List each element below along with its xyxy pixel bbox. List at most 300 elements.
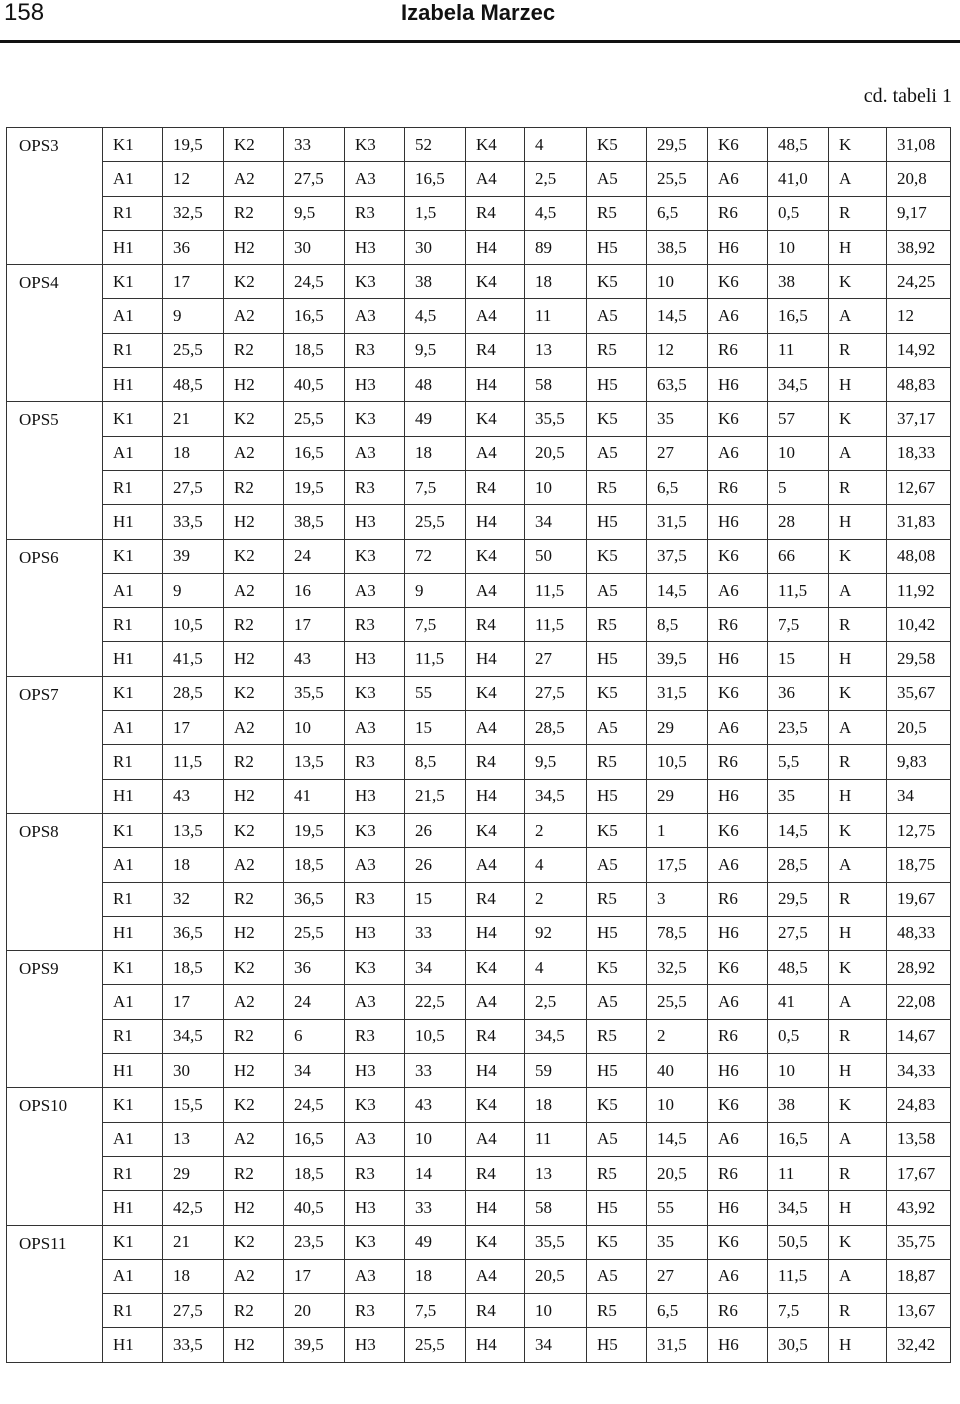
- code-cell: H3: [345, 1054, 405, 1088]
- code-cell: K3: [345, 539, 405, 573]
- code-cell: R5: [587, 745, 647, 779]
- code-cell: A1: [103, 848, 163, 882]
- value-cell: 24: [284, 539, 345, 573]
- value-cell: 66: [768, 539, 829, 573]
- code-cell: A4: [466, 1259, 525, 1293]
- value-cell: 28,5: [163, 676, 224, 710]
- value-cell: 9,5: [284, 196, 345, 230]
- code-cell: R4: [466, 470, 525, 504]
- code-cell: A6: [708, 436, 768, 470]
- value-cell: 48,33: [887, 916, 951, 950]
- value-cell: 38: [768, 1088, 829, 1122]
- code-cell: K2: [224, 951, 284, 985]
- value-cell: 42,5: [163, 1191, 224, 1225]
- code-cell: A: [829, 848, 887, 882]
- value-cell: 23,5: [284, 1225, 345, 1259]
- code-cell: R6: [708, 333, 768, 367]
- value-cell: 3: [647, 882, 708, 916]
- value-cell: 26: [405, 813, 466, 847]
- table-row: [7, 1088, 951, 1122]
- value-cell: 25,5: [284, 916, 345, 950]
- code-cell: R: [829, 333, 887, 367]
- value-cell: 41: [768, 985, 829, 1019]
- code-cell: K4: [466, 265, 525, 299]
- value-cell: 18,87: [887, 1259, 951, 1293]
- value-cell: 15,5: [163, 1088, 224, 1122]
- value-cell: 58: [525, 368, 587, 402]
- table-body: [7, 128, 951, 1363]
- code-cell: A: [829, 162, 887, 196]
- code-cell: K6: [708, 539, 768, 573]
- code-cell: H2: [224, 916, 284, 950]
- value-cell: 43,92: [887, 1191, 951, 1225]
- code-cell: K: [829, 265, 887, 299]
- value-cell: 50: [525, 539, 587, 573]
- code-cell: R4: [466, 608, 525, 642]
- code-cell: R: [829, 196, 887, 230]
- code-cell: H2: [224, 230, 284, 264]
- value-cell: 48: [405, 368, 466, 402]
- value-cell: 28,5: [525, 711, 587, 745]
- value-cell: 40,5: [284, 1191, 345, 1225]
- code-cell: K5: [587, 1088, 647, 1122]
- code-cell: H4: [466, 1191, 525, 1225]
- value-cell: 10: [284, 711, 345, 745]
- code-cell: R1: [103, 882, 163, 916]
- code-cell: H4: [466, 505, 525, 539]
- code-cell: R5: [587, 882, 647, 916]
- code-cell: H3: [345, 1191, 405, 1225]
- code-cell: H5: [587, 505, 647, 539]
- code-cell: R1: [103, 196, 163, 230]
- code-cell: A5: [587, 711, 647, 745]
- value-cell: 32: [163, 882, 224, 916]
- value-cell: 29: [647, 779, 708, 813]
- value-cell: 35: [768, 779, 829, 813]
- value-cell: 43: [163, 779, 224, 813]
- table-row: [7, 196, 951, 230]
- value-cell: 24,5: [284, 1088, 345, 1122]
- value-cell: 34: [284, 1054, 345, 1088]
- code-cell: K2: [224, 128, 284, 162]
- code-cell: R5: [587, 333, 647, 367]
- value-cell: 9,5: [525, 745, 587, 779]
- code-cell: H4: [466, 230, 525, 264]
- value-cell: 34,5: [525, 1019, 587, 1053]
- value-cell: 27,5: [284, 162, 345, 196]
- value-cell: 48,08: [887, 539, 951, 573]
- value-cell: 19,5: [284, 470, 345, 504]
- value-cell: 7,5: [768, 1294, 829, 1328]
- value-cell: 18: [405, 436, 466, 470]
- value-cell: 17: [284, 1259, 345, 1293]
- value-cell: 78,5: [647, 916, 708, 950]
- value-cell: 31,83: [887, 505, 951, 539]
- table-row: [7, 711, 951, 745]
- code-cell: R: [829, 470, 887, 504]
- table-row: [7, 882, 951, 916]
- value-cell: 23,5: [768, 711, 829, 745]
- value-cell: 6,5: [647, 1294, 708, 1328]
- value-cell: 15: [405, 882, 466, 916]
- value-cell: 36: [163, 230, 224, 264]
- code-cell: H6: [708, 1054, 768, 1088]
- code-cell: R4: [466, 1294, 525, 1328]
- table-row: [7, 985, 951, 1019]
- value-cell: 7,5: [405, 608, 466, 642]
- table-row: [7, 230, 951, 264]
- code-cell: K1: [103, 676, 163, 710]
- value-cell: 24: [284, 985, 345, 1019]
- table-row: [7, 676, 951, 710]
- code-cell: A2: [224, 848, 284, 882]
- code-cell: K6: [708, 265, 768, 299]
- value-cell: 9: [163, 573, 224, 607]
- value-cell: 1,5: [405, 196, 466, 230]
- code-cell: A6: [708, 299, 768, 333]
- code-cell: R1: [103, 1156, 163, 1190]
- code-cell: R3: [345, 470, 405, 504]
- code-cell: R5: [587, 1019, 647, 1053]
- code-cell: H4: [466, 1328, 525, 1362]
- code-cell: A5: [587, 573, 647, 607]
- code-cell: A3: [345, 573, 405, 607]
- code-cell: H: [829, 230, 887, 264]
- code-cell: A: [829, 711, 887, 745]
- code-cell: K3: [345, 1225, 405, 1259]
- code-cell: R3: [345, 1156, 405, 1190]
- value-cell: 26: [405, 848, 466, 882]
- code-cell: H3: [345, 1328, 405, 1362]
- code-cell: H3: [345, 779, 405, 813]
- value-cell: 89: [525, 230, 587, 264]
- code-cell: R: [829, 1156, 887, 1190]
- code-cell: H4: [466, 916, 525, 950]
- value-cell: 17: [284, 608, 345, 642]
- value-cell: 41,5: [163, 642, 224, 676]
- table-row: [7, 333, 951, 367]
- value-cell: 7,5: [405, 1294, 466, 1328]
- value-cell: 25,5: [163, 333, 224, 367]
- group-label-cell: OPS10: [7, 1088, 103, 1225]
- value-cell: 39: [163, 539, 224, 573]
- value-cell: 10: [768, 230, 829, 264]
- group-label-cell: OPS7: [7, 676, 103, 813]
- code-cell: A3: [345, 162, 405, 196]
- code-cell: H4: [466, 1054, 525, 1088]
- code-cell: K4: [466, 813, 525, 847]
- code-cell: H5: [587, 230, 647, 264]
- value-cell: 20,5: [887, 711, 951, 745]
- value-cell: 9,5: [405, 333, 466, 367]
- value-cell: 25,5: [405, 505, 466, 539]
- value-cell: 36,5: [163, 916, 224, 950]
- value-cell: 20: [284, 1294, 345, 1328]
- value-cell: 11,5: [768, 573, 829, 607]
- code-cell: K2: [224, 813, 284, 847]
- value-cell: 39,5: [647, 642, 708, 676]
- value-cell: 14,92: [887, 333, 951, 367]
- code-cell: A4: [466, 162, 525, 196]
- value-cell: 28,5: [768, 848, 829, 882]
- code-cell: A5: [587, 848, 647, 882]
- code-cell: K2: [224, 402, 284, 436]
- code-cell: A: [829, 573, 887, 607]
- value-cell: 40,5: [284, 368, 345, 402]
- value-cell: 29,5: [768, 882, 829, 916]
- code-cell: A2: [224, 985, 284, 1019]
- code-cell: H: [829, 505, 887, 539]
- table-row: [7, 642, 951, 676]
- value-cell: 21: [163, 1225, 224, 1259]
- value-cell: 11: [768, 333, 829, 367]
- code-cell: H: [829, 779, 887, 813]
- code-cell: A4: [466, 711, 525, 745]
- group-label-cell: OPS6: [7, 539, 103, 676]
- table-row: [7, 813, 951, 847]
- code-cell: R1: [103, 333, 163, 367]
- code-cell: A5: [587, 1122, 647, 1156]
- code-cell: H5: [587, 1054, 647, 1088]
- code-cell: H: [829, 1328, 887, 1362]
- value-cell: 48,5: [163, 368, 224, 402]
- code-cell: H6: [708, 779, 768, 813]
- code-cell: H2: [224, 505, 284, 539]
- value-cell: 57: [768, 402, 829, 436]
- code-cell: K5: [587, 539, 647, 573]
- code-cell: H6: [708, 505, 768, 539]
- value-cell: 29,5: [647, 128, 708, 162]
- code-cell: K6: [708, 676, 768, 710]
- value-cell: 40: [647, 1054, 708, 1088]
- table-row: [7, 402, 951, 436]
- value-cell: 13: [163, 1122, 224, 1156]
- value-cell: 14,67: [887, 1019, 951, 1053]
- value-cell: 34: [525, 505, 587, 539]
- value-cell: 34,5: [768, 368, 829, 402]
- code-cell: R4: [466, 1156, 525, 1190]
- value-cell: 27,5: [163, 1294, 224, 1328]
- value-cell: 31,5: [647, 505, 708, 539]
- code-cell: R6: [708, 1019, 768, 1053]
- code-cell: A4: [466, 436, 525, 470]
- value-cell: 59: [525, 1054, 587, 1088]
- code-cell: K6: [708, 951, 768, 985]
- code-cell: H1: [103, 1191, 163, 1225]
- value-cell: 16,5: [768, 299, 829, 333]
- value-cell: 11: [525, 299, 587, 333]
- value-cell: 10: [647, 265, 708, 299]
- value-cell: 41: [284, 779, 345, 813]
- value-cell: 33: [405, 1054, 466, 1088]
- value-cell: 11,5: [405, 642, 466, 676]
- code-cell: K3: [345, 265, 405, 299]
- code-cell: H: [829, 1191, 887, 1225]
- code-cell: R5: [587, 196, 647, 230]
- value-cell: 28: [768, 505, 829, 539]
- code-cell: A: [829, 436, 887, 470]
- code-cell: R3: [345, 608, 405, 642]
- value-cell: 48,5: [768, 951, 829, 985]
- value-cell: 34: [525, 1328, 587, 1362]
- code-cell: H3: [345, 368, 405, 402]
- code-cell: A2: [224, 1259, 284, 1293]
- code-cell: H: [829, 916, 887, 950]
- table-row: [7, 1328, 951, 1362]
- table-row: [7, 1156, 951, 1190]
- value-cell: 18,5: [284, 848, 345, 882]
- value-cell: 35: [647, 1225, 708, 1259]
- code-cell: R4: [466, 745, 525, 779]
- code-cell: K5: [587, 1225, 647, 1259]
- table-row: [7, 573, 951, 607]
- code-cell: A6: [708, 985, 768, 1019]
- value-cell: 39,5: [284, 1328, 345, 1362]
- code-cell: R2: [224, 333, 284, 367]
- code-cell: R2: [224, 196, 284, 230]
- code-cell: A1: [103, 985, 163, 1019]
- value-cell: 37,17: [887, 402, 951, 436]
- table-row: [7, 1122, 951, 1156]
- table-row: [7, 779, 951, 813]
- code-cell: R5: [587, 1294, 647, 1328]
- value-cell: 27: [647, 436, 708, 470]
- code-cell: K2: [224, 1225, 284, 1259]
- code-cell: A3: [345, 985, 405, 1019]
- value-cell: 34: [887, 779, 951, 813]
- code-cell: H1: [103, 230, 163, 264]
- header-rule: [0, 40, 960, 43]
- value-cell: 10: [405, 1122, 466, 1156]
- code-cell: A1: [103, 436, 163, 470]
- value-cell: 36: [284, 951, 345, 985]
- code-cell: R2: [224, 1156, 284, 1190]
- code-cell: A5: [587, 1259, 647, 1293]
- group-label-cell: OPS8: [7, 813, 103, 950]
- value-cell: 17: [163, 265, 224, 299]
- code-cell: K1: [103, 1088, 163, 1122]
- value-cell: 52: [405, 128, 466, 162]
- value-cell: 9: [405, 573, 466, 607]
- value-cell: 15: [768, 642, 829, 676]
- value-cell: 35,5: [525, 402, 587, 436]
- code-cell: R3: [345, 745, 405, 779]
- code-cell: H2: [224, 1191, 284, 1225]
- value-cell: 35,5: [284, 676, 345, 710]
- value-cell: 18: [525, 265, 587, 299]
- value-cell: 11: [768, 1156, 829, 1190]
- value-cell: 13,67: [887, 1294, 951, 1328]
- value-cell: 43: [405, 1088, 466, 1122]
- code-cell: H: [829, 368, 887, 402]
- value-cell: 10,5: [647, 745, 708, 779]
- code-cell: H5: [587, 779, 647, 813]
- code-cell: A2: [224, 299, 284, 333]
- code-cell: H3: [345, 916, 405, 950]
- code-cell: R4: [466, 882, 525, 916]
- code-cell: A: [829, 299, 887, 333]
- value-cell: 10: [525, 470, 587, 504]
- code-cell: R6: [708, 470, 768, 504]
- code-cell: H1: [103, 505, 163, 539]
- code-cell: A: [829, 1122, 887, 1156]
- value-cell: 10: [647, 1088, 708, 1122]
- value-cell: 36,5: [284, 882, 345, 916]
- code-cell: H6: [708, 916, 768, 950]
- code-cell: H5: [587, 1191, 647, 1225]
- table-row: [7, 1191, 951, 1225]
- value-cell: 10,42: [887, 608, 951, 642]
- value-cell: 2,5: [525, 985, 587, 1019]
- code-cell: H5: [587, 642, 647, 676]
- value-cell: 27,5: [163, 470, 224, 504]
- code-cell: R: [829, 745, 887, 779]
- table-row: [7, 505, 951, 539]
- value-cell: 35,67: [887, 676, 951, 710]
- value-cell: 12: [647, 333, 708, 367]
- group-label-cell: OPS9: [7, 951, 103, 1088]
- value-cell: 17,5: [647, 848, 708, 882]
- value-cell: 20,5: [525, 436, 587, 470]
- code-cell: A3: [345, 1122, 405, 1156]
- value-cell: 18,5: [284, 333, 345, 367]
- value-cell: 22,08: [887, 985, 951, 1019]
- value-cell: 33: [405, 916, 466, 950]
- code-cell: A4: [466, 848, 525, 882]
- value-cell: 2: [647, 1019, 708, 1053]
- code-cell: K5: [587, 951, 647, 985]
- value-cell: 19,67: [887, 882, 951, 916]
- code-cell: K6: [708, 813, 768, 847]
- code-cell: K1: [103, 265, 163, 299]
- value-cell: 24,5: [284, 265, 345, 299]
- code-cell: R5: [587, 470, 647, 504]
- code-cell: A3: [345, 848, 405, 882]
- value-cell: 14,5: [647, 299, 708, 333]
- value-cell: 9,17: [887, 196, 951, 230]
- value-cell: 13: [525, 1156, 587, 1190]
- code-cell: R4: [466, 1019, 525, 1053]
- code-cell: A5: [587, 299, 647, 333]
- value-cell: 32,5: [647, 951, 708, 985]
- value-cell: 33: [284, 128, 345, 162]
- value-cell: 0,5: [768, 1019, 829, 1053]
- code-cell: H2: [224, 779, 284, 813]
- code-cell: H1: [103, 642, 163, 676]
- value-cell: 14,5: [768, 813, 829, 847]
- value-cell: 0,5: [768, 196, 829, 230]
- page-number: 158: [4, 0, 45, 26]
- code-cell: H2: [224, 642, 284, 676]
- value-cell: 12: [887, 299, 951, 333]
- code-cell: A2: [224, 436, 284, 470]
- code-cell: A: [829, 985, 887, 1019]
- code-cell: A: [829, 1259, 887, 1293]
- value-cell: 30: [405, 230, 466, 264]
- value-cell: 25,5: [647, 162, 708, 196]
- code-cell: K3: [345, 951, 405, 985]
- value-cell: 16,5: [405, 162, 466, 196]
- value-cell: 30: [163, 1054, 224, 1088]
- value-cell: 5: [768, 470, 829, 504]
- value-cell: 2,5: [525, 162, 587, 196]
- code-cell: R5: [587, 1156, 647, 1190]
- code-cell: R3: [345, 882, 405, 916]
- code-cell: R6: [708, 608, 768, 642]
- value-cell: 14,5: [647, 1122, 708, 1156]
- value-cell: 18: [163, 436, 224, 470]
- code-cell: R6: [708, 745, 768, 779]
